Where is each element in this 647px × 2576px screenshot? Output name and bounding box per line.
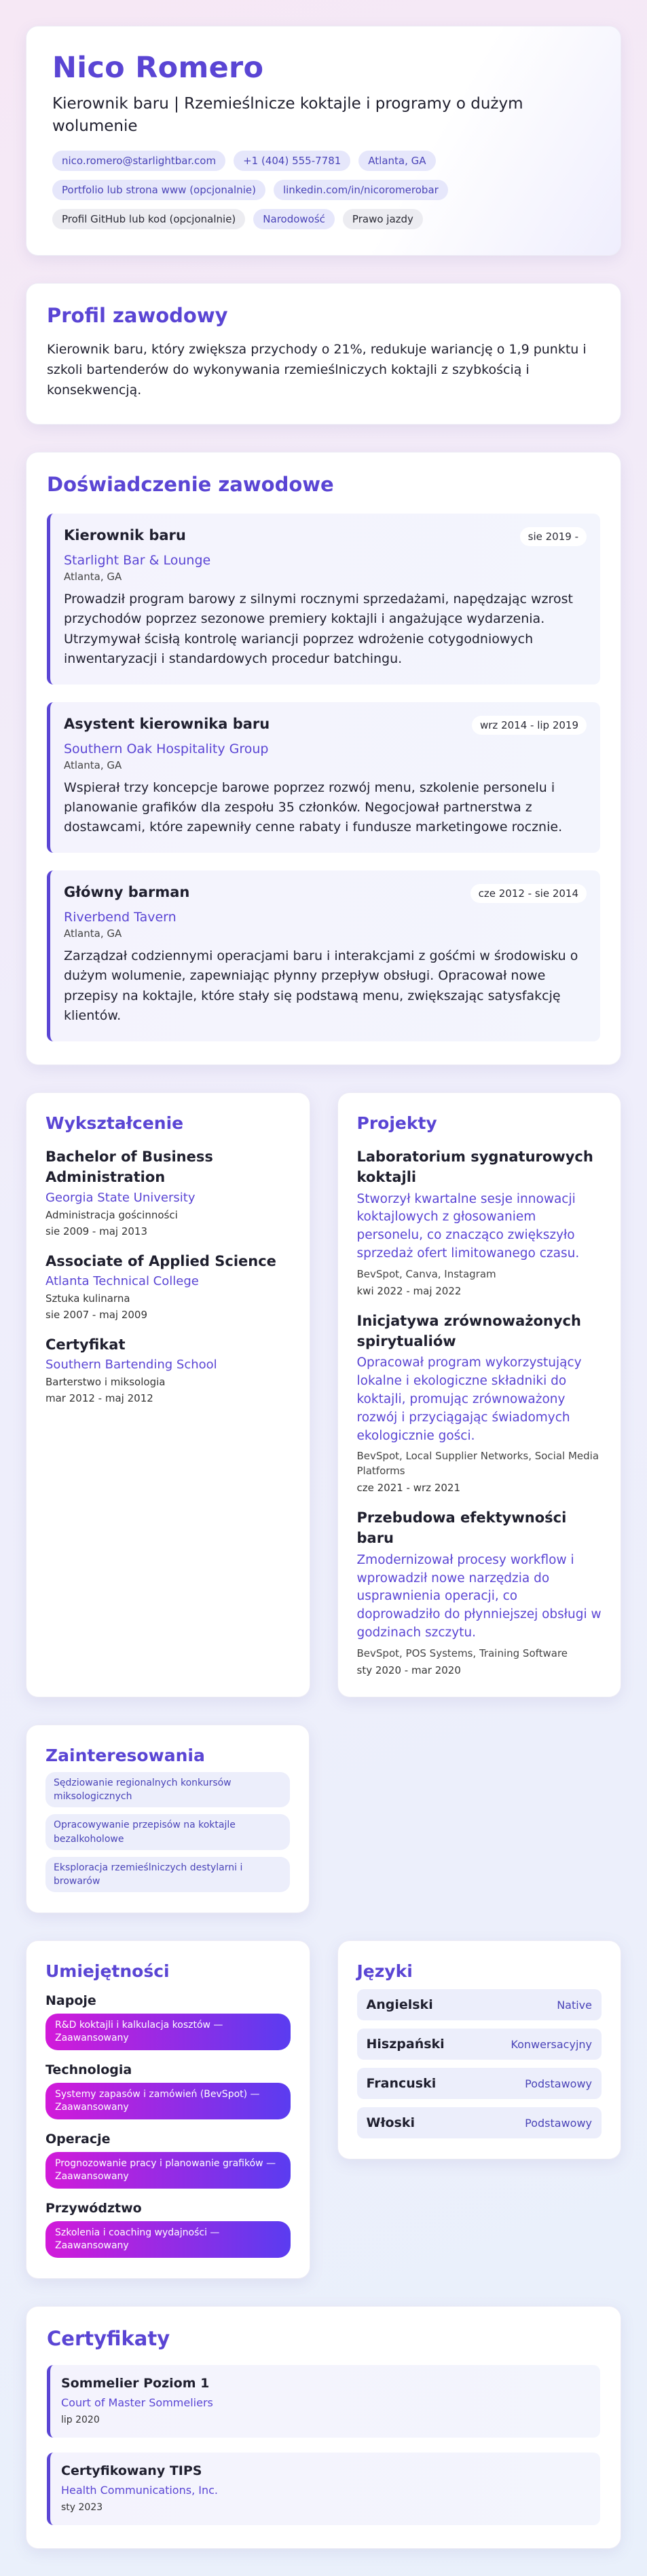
skill-pill: R&D koktajli i kalkulacja kosztów — Zaawansowany (45, 2014, 291, 2050)
job-description: Wspierał trzy koncepcje barowe poprzez rozwój menu, szkolenie personelu i planowanie grafików dla zespołu 35 członków. Negocjował partnerstwa z dostawcami, które zapewniły cenne rabaty i fundusze marketingowe rocznie. (64, 780, 563, 835)
interest-item: Sędziowanie regionalnych konkursów miksologicznych (45, 1772, 290, 1808)
section-title: Umiejętności (45, 1961, 170, 1982)
cert-name: Certyfikowany TIPS (61, 2463, 202, 2478)
phone-chip[interactable]: +1 (404) 555-7781 (234, 151, 350, 171)
edu-field: Barterstwo i miksologia (45, 1376, 166, 1389)
edu-degree: Associate of Applied Science (45, 1252, 276, 1269)
language-row (357, 1989, 602, 2020)
edu-date: mar 2012 - maj 2012 (45, 1392, 153, 1405)
job-company: Starlight Bar & Lounge (64, 552, 211, 568)
project-description: Stworzył kwartalne sesje innowacji koktajlowych z głosowaniem personelu, co znacząco zwiększyło sprzedaż ofert limitowanego czasu. (356, 1191, 580, 1261)
job-title: Główny barman (64, 883, 190, 900)
skill-group (45, 2201, 291, 2258)
profile-summary: Kierownik baru, który zwiększa przychody o 21%, redukuje wariancję o 1,9 punktu i szkoli bartenderów do wykonywania rzemieślniczych koktajli z szybkością i konsekwencją. (47, 341, 587, 398)
edu-school: Southern Bartending School (45, 1358, 217, 1372)
education-section (26, 1092, 310, 1697)
project-description: Zmodernizował procesy workflow i wprowadził nowe narzędzia do usprawnienia operacji, co doprowadziło do płynniejszej obsługi w godzinach szczytu. (356, 1552, 602, 1640)
email-chip[interactable]: nico.romero@starlightbar.com (52, 151, 225, 171)
project-tech: BevSpot, Local Supplier Networks, Social Media Platforms (356, 1450, 599, 1478)
job-entry (47, 514, 600, 685)
language-name: Włoski (366, 2115, 415, 2131)
language-level: Konwersacyjny (511, 2037, 592, 2051)
cert-issuer: Court of Master Sommeliers (61, 2396, 213, 2409)
cert-name: Sommelier Poziom 1 (61, 2375, 210, 2391)
interest-item: Opracowywanie przepisów na koktajle bezalkoholowe (45, 1814, 290, 1850)
job-description: Zarządzał codziennymi operacjami baru i interakcjami z gośćmi w środowisku o dużym wolumenie, zapewniając płynny przepływ obsługi. Opracował nowe przepisy na koktajle, które stały się podstawą menu, zwiększając satysfakcję klientów. (64, 948, 578, 1024)
edu-date: sie 2007 - maj 2009 (45, 1308, 148, 1321)
job-location: Atlanta, GA (64, 758, 122, 771)
portfolio-chip[interactable]: Portfolio lub strona www (opcjonalnie) (52, 180, 265, 200)
skill-category: Technologia (45, 2062, 132, 2078)
section-title: Wykształcenie (45, 1113, 184, 1133)
edu-field: Administracja gościnności (45, 1208, 178, 1221)
certification-entry (47, 2365, 600, 2438)
education-entry (45, 1334, 291, 1404)
language-name: Francuski (366, 2076, 437, 2092)
section-title: Zainteresowania (45, 1745, 205, 1765)
language-row (357, 2029, 602, 2060)
job-date: wrz 2014 - lip 2019 (472, 716, 587, 735)
edu-school: Georgia State University (45, 1190, 196, 1205)
skill-group (45, 2062, 291, 2119)
interests-section (26, 1725, 310, 1914)
skills-section (26, 1940, 310, 2278)
project-title: Laboratorium sygnaturowych koktajli (356, 1148, 593, 1186)
license-chip: Prawo jazdy (343, 209, 423, 229)
skill-category: Napoje (45, 1993, 96, 2009)
skill-pill: Systemy zapasów i zamówień (BevSpot) — Zaawansowany (45, 2083, 291, 2119)
project-date: cze 2021 - wrz 2021 (356, 1481, 460, 1494)
skills-languages-row (26, 1940, 621, 2278)
project-date: sty 2020 - mar 2020 (356, 1664, 461, 1676)
project-entry (357, 1147, 602, 1297)
job-title: Asystent kierownika baru (64, 715, 270, 732)
project-date: kwi 2022 - maj 2022 (356, 1284, 462, 1297)
job-title: Kierownik baru (64, 526, 186, 543)
candidate-name: Nico Romero (52, 51, 264, 85)
project-tech: BevSpot, POS Systems, Training Software (356, 1647, 568, 1659)
contact-chips (52, 151, 595, 229)
language-level: Podstawowy (525, 2077, 592, 2090)
cert-date: lip 2020 (61, 2414, 100, 2425)
section-title: Języki (356, 1961, 413, 1982)
certifications-section (26, 2306, 621, 2549)
skill-category: Operacje (45, 2132, 111, 2147)
language-row (357, 2107, 602, 2138)
project-description: Opracował program wykorzystujący lokalne i ekologiczne składniki do koktajli, promując zrównoważony rozwój i przyciągając świadomych ekologicznie gości. (356, 1356, 582, 1443)
language-row (357, 2068, 602, 2099)
skill-pill: Prognozowanie pracy i planowanie grafików — Zaawansowany (45, 2152, 291, 2189)
job-entry (47, 870, 600, 1041)
project-entry (357, 1311, 602, 1494)
job-description: Prowadził program barowy z silnymi rocznymi sprzedażami, napędzając wzrost przychodów poprzez sezonowe premiery koktajli i angażujące wydarzenia. Utrzymywał ścisłą kontrolę wariancji poprzez wdrożenie cotygodniowych inwentaryzacji i standardowych procedur batchingu. (64, 591, 573, 667)
language-level: Podstawowy (525, 2116, 592, 2130)
section-title: Doświadczenie zawodowe (47, 472, 334, 496)
location-chip: Atlanta, GA (358, 151, 435, 171)
cert-issuer: Health Communications, Inc. (61, 2483, 218, 2497)
skill-category: Przywództwo (45, 2200, 142, 2216)
cert-date: sty 2023 (61, 2501, 103, 2513)
job-location: Atlanta, GA (64, 570, 122, 583)
section-title: Projekty (356, 1113, 437, 1133)
projects-section (337, 1092, 622, 1697)
skill-group (45, 1993, 291, 2050)
project-tech: BevSpot, Canva, Instagram (356, 1267, 496, 1280)
language-level: Native (557, 1998, 592, 2012)
skill-group (45, 2132, 291, 2189)
edu-school: Atlanta Technical College (45, 1273, 199, 1288)
education-projects-row (26, 1092, 621, 1697)
github-chip[interactable]: Profil GitHub lub kod (opcjonalnie) (52, 209, 245, 229)
language-name: Angielski (366, 1997, 433, 2013)
edu-degree: Certyfikat (45, 1336, 126, 1353)
job-date: sie 2019 - (520, 527, 587, 546)
job-entry (47, 702, 600, 853)
experience-section (26, 452, 621, 1065)
project-entry (357, 1507, 602, 1676)
education-entry (45, 1251, 291, 1321)
edu-date: sie 2009 - maj 2013 (45, 1225, 148, 1237)
linkedin-chip[interactable]: linkedin.com/in/nicoromerobar (274, 180, 448, 200)
edu-field: Sztuka kulinarna (45, 1292, 130, 1305)
job-company: Southern Oak Hospitality Group (64, 741, 269, 756)
section-title: Profil zawodowy (47, 303, 228, 327)
project-title: Przebudowa efektywności baru (356, 1509, 567, 1547)
job-company: Riverbend Tavern (64, 909, 177, 925)
profile-section (26, 283, 621, 425)
interest-item: Eksploracja rzemieślniczych destylarni i browarów (45, 1857, 290, 1893)
headline: Kierownik baru | Rzemieślnicze koktajle i programy o dużym wolumenie (52, 95, 523, 136)
nationality-chip: Narodowość (253, 209, 335, 229)
certification-entry (47, 2453, 600, 2525)
job-date: cze 2012 - sie 2014 (470, 884, 587, 903)
project-title: Inicjatywa zrównoważonych spirytualiów (356, 1312, 581, 1349)
language-name: Hiszpański (366, 2037, 445, 2052)
languages-section (337, 1940, 622, 2159)
edu-degree: Bachelor of Business Administration (45, 1148, 213, 1186)
section-title: Certyfikaty (47, 2326, 170, 2350)
resume-header (26, 26, 621, 256)
education-entry (45, 1147, 291, 1237)
job-location: Atlanta, GA (64, 927, 122, 940)
skill-pill: Szkolenia i coaching wydajności — Zaawansowany (45, 2221, 291, 2258)
